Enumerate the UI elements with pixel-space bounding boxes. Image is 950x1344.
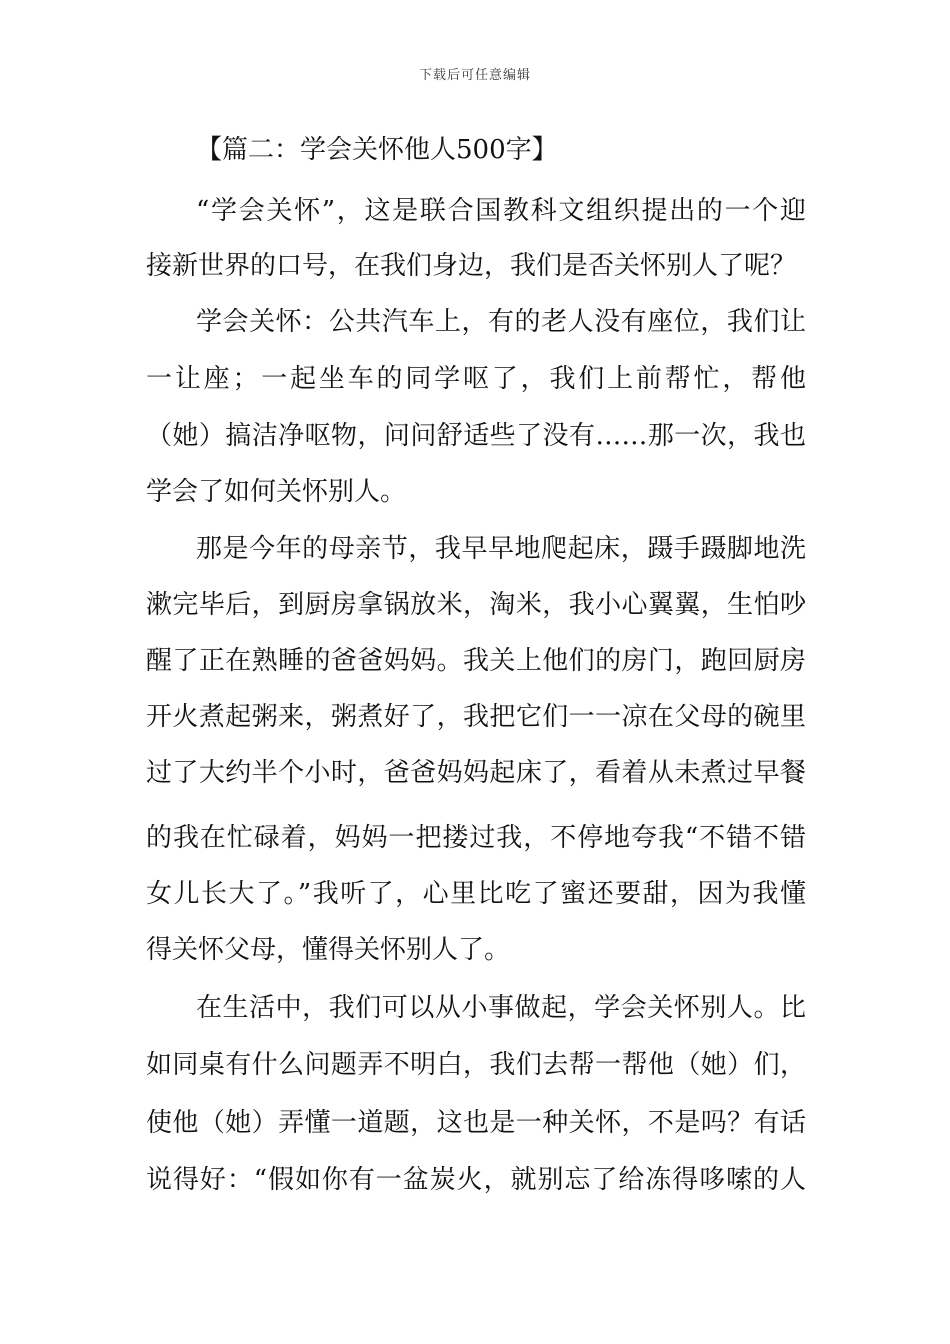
paragraph-line: 接新世界的口号，在我们身边，我们是否关怀别人了呢？ [146, 251, 797, 281]
paragraph-line: 开火煮起粥来，粥煮好了，我把它们一一凉在父母的碗里 [146, 702, 806, 732]
paragraph-line: 得关怀父母，懂得关怀别人了。 [146, 935, 511, 965]
paragraph-line: （她）搞洁净呕物，问问舒适些了没有……那一次，我也 [146, 421, 806, 451]
paragraph-line: 学会关怀：公共汽车上，有的老人没有座位，我们让 [196, 307, 806, 337]
paragraph-line: 在生活中，我们可以从小事做起，学会关怀别人。比 [196, 993, 806, 1023]
paragraph-line: 那是今年的母亲节，我早早地爬起床，蹑手蹑脚地洗 [196, 534, 806, 564]
paragraph-line: 女儿长大了。”我听了，心里比吃了蜜还要甜，因为我懂 [146, 879, 806, 909]
paragraph-line: 学会了如何关怀别人。 [146, 477, 407, 507]
paragraph-line: 过了大约半个小时，爸爸妈妈起床了，看着从未煮过早餐 [146, 758, 806, 788]
paragraph-line: 如同桌有什么问题弄不明白，我们去帮一帮他（她）们， [146, 1050, 806, 1080]
paragraph-line: 漱完毕后，到厨房拿锅放米，淘米，我小心翼翼，生怕吵 [146, 590, 806, 620]
header-note: 下载后可任意编辑 [418, 68, 531, 83]
paragraph-line: “学会关怀”，这是联合国教科文组织提出的一个迎 [196, 196, 806, 226]
paragraph-line: 一让座；一起坐车的同学呕了，我们上前帮忙，帮他 [146, 364, 806, 394]
paragraph-line: 说得好：“假如你有一盆炭火，就别忘了给冻得哆嗦的人 [146, 1165, 806, 1195]
paragraph-line: 醒了正在熟睡的爸爸妈妈。我关上他们的房门，跑回厨房 [146, 646, 806, 676]
essay-title: 【篇二：学会关怀他人500字】 [196, 135, 558, 165]
paragraph-line: 的我在忙碌着，妈妈一把搂过我，不停地夸我“不错不错 [146, 823, 806, 853]
paragraph-line: 使他（她）弄懂一道题，这也是一种关怀，不是吗？有话 [146, 1108, 806, 1138]
